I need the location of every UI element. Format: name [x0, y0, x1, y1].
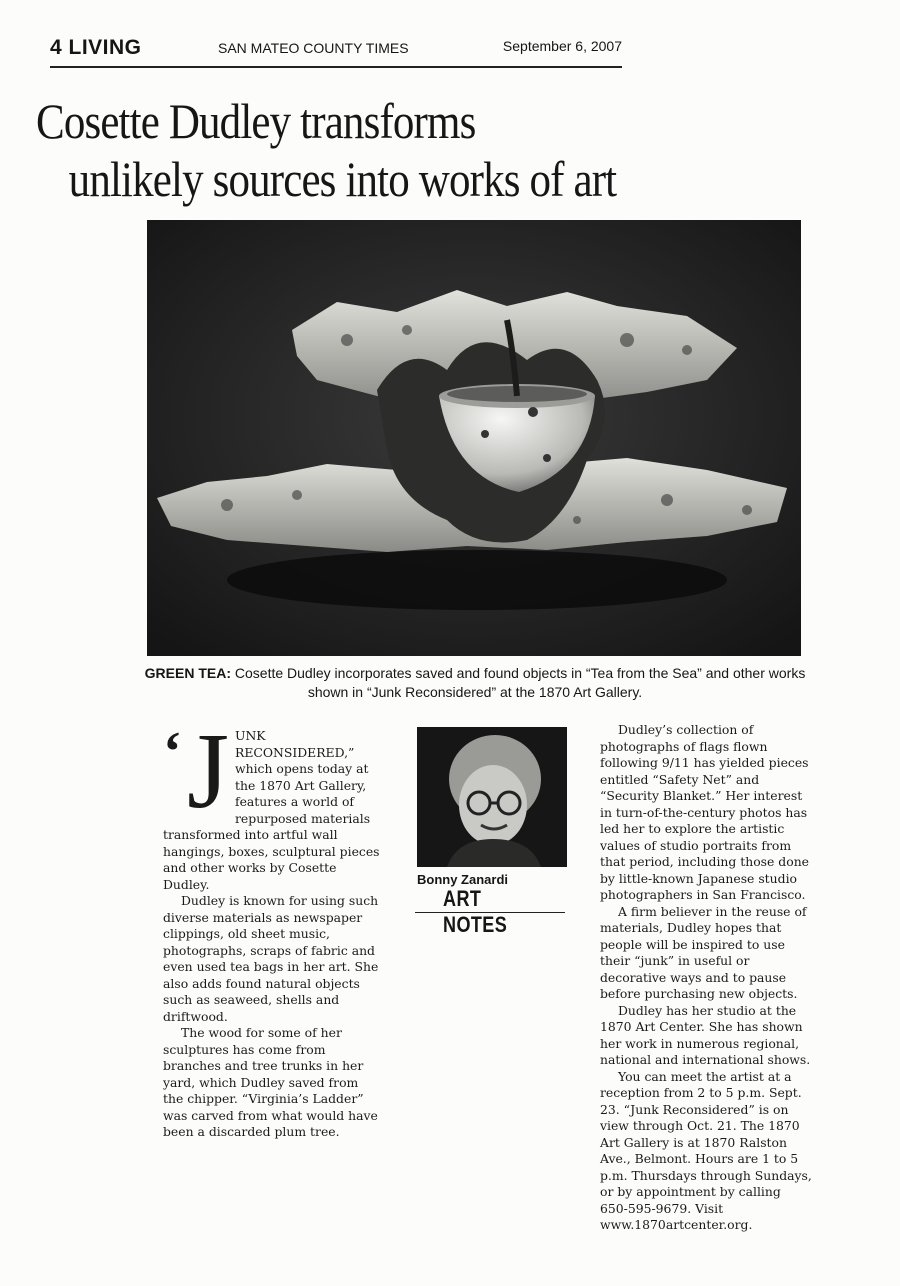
article-paragraph: Dudley is known for using such diverse materials as newspaper clippings, old sheet music, photographs, scraps of fabric and even used tea bags in her art. She also adds found natural objects such as seaweed, shells and driftwood. [163, 893, 379, 1024]
article-paragraph: Dudley’s collection of photographs of flags flown following 9/11 has yielded pieces entitled “Safety Net” and “Security Blanket.” Her interest in turn-of-the-century photos has led her to explore the artistic values of studio portraits from that period, including those done by little-known Japanese studio photographers in San Francisco. [600, 722, 810, 902]
columnist-photo [417, 727, 567, 867]
issue-date: September 6, 2007 [502, 38, 622, 54]
byline-column-title: ART NOTES [443, 886, 508, 937]
caption-text: Cosette Dudley incorporates saved and found objects in “Tea from the Sea” and other works shown in “Junk Reconsidered” at the 1870 Art Gallery. [234, 665, 806, 700]
drop-cap-letter: J [187, 712, 230, 831]
drop-cap-quote: ‘ [163, 721, 182, 783]
article-paragraph: The wood for some of her sculptures has come from branches and tree trunks in her yard, which Dudley saved from the chipper. “Virginia’s Ladder” was carved from what would have been a discarded plum tree. [163, 1025, 378, 1139]
headline-line-2: unlikely sources into works of art [68, 151, 617, 207]
masthead [50, 36, 622, 68]
sculpture-photo [147, 220, 801, 656]
columnist-portrait [417, 727, 567, 867]
byline-author: Bonny Zanardi [417, 872, 509, 887]
article-paragraph: You can meet the artist at a reception from 2 to 5 p.m. Sept. 23. “Junk Reconsidered” is on view through Oct. 21. The 1870 Art Gallery is at 1870 Ralston Ave., Belmont. Hours are 1 to 5 p.m. Thursdays through Sundays, or by appointment by calling 650-595-9679. Visit www.1870artcenter.org. [600, 1068, 812, 1232]
headline [36, 92, 724, 208]
article-paragraph: Dudley has her studio at the 1870 Art Center. She has shown her work in numerous regional, national and international shows. [600, 1002, 811, 1067]
section-label: 4 LIVING [50, 36, 142, 59]
drop-cap [163, 712, 233, 831]
article-column-1 [163, 712, 381, 1141]
lead-paragraph-text: which opens today at the 1870 Art Gallery, features a world of repurposed materials transformed into artful wall hangings, boxes, sculptural pieces and other works by Cosette Dudley. [163, 761, 380, 892]
sculpture-image [147, 220, 801, 656]
headline-line-1: Cosette Dudley transforms [36, 93, 476, 149]
article-column-3 [600, 722, 812, 1234]
newspaper-name: SAN MATEO COUNTY TIMES [218, 40, 409, 56]
caption-lead: GREEN TEA: [144, 665, 231, 681]
photo-caption [140, 664, 810, 702]
article-paragraph: A firm believer in the reuse of materials, Dudley hopes that people will be inspired to use their “junk” in useful or decorative ways and to pause before purchasing new objects. [600, 903, 807, 1001]
lead-in-caps: UNK RECONSIDERED,” [235, 728, 355, 760]
column-byline [415, 872, 565, 937]
